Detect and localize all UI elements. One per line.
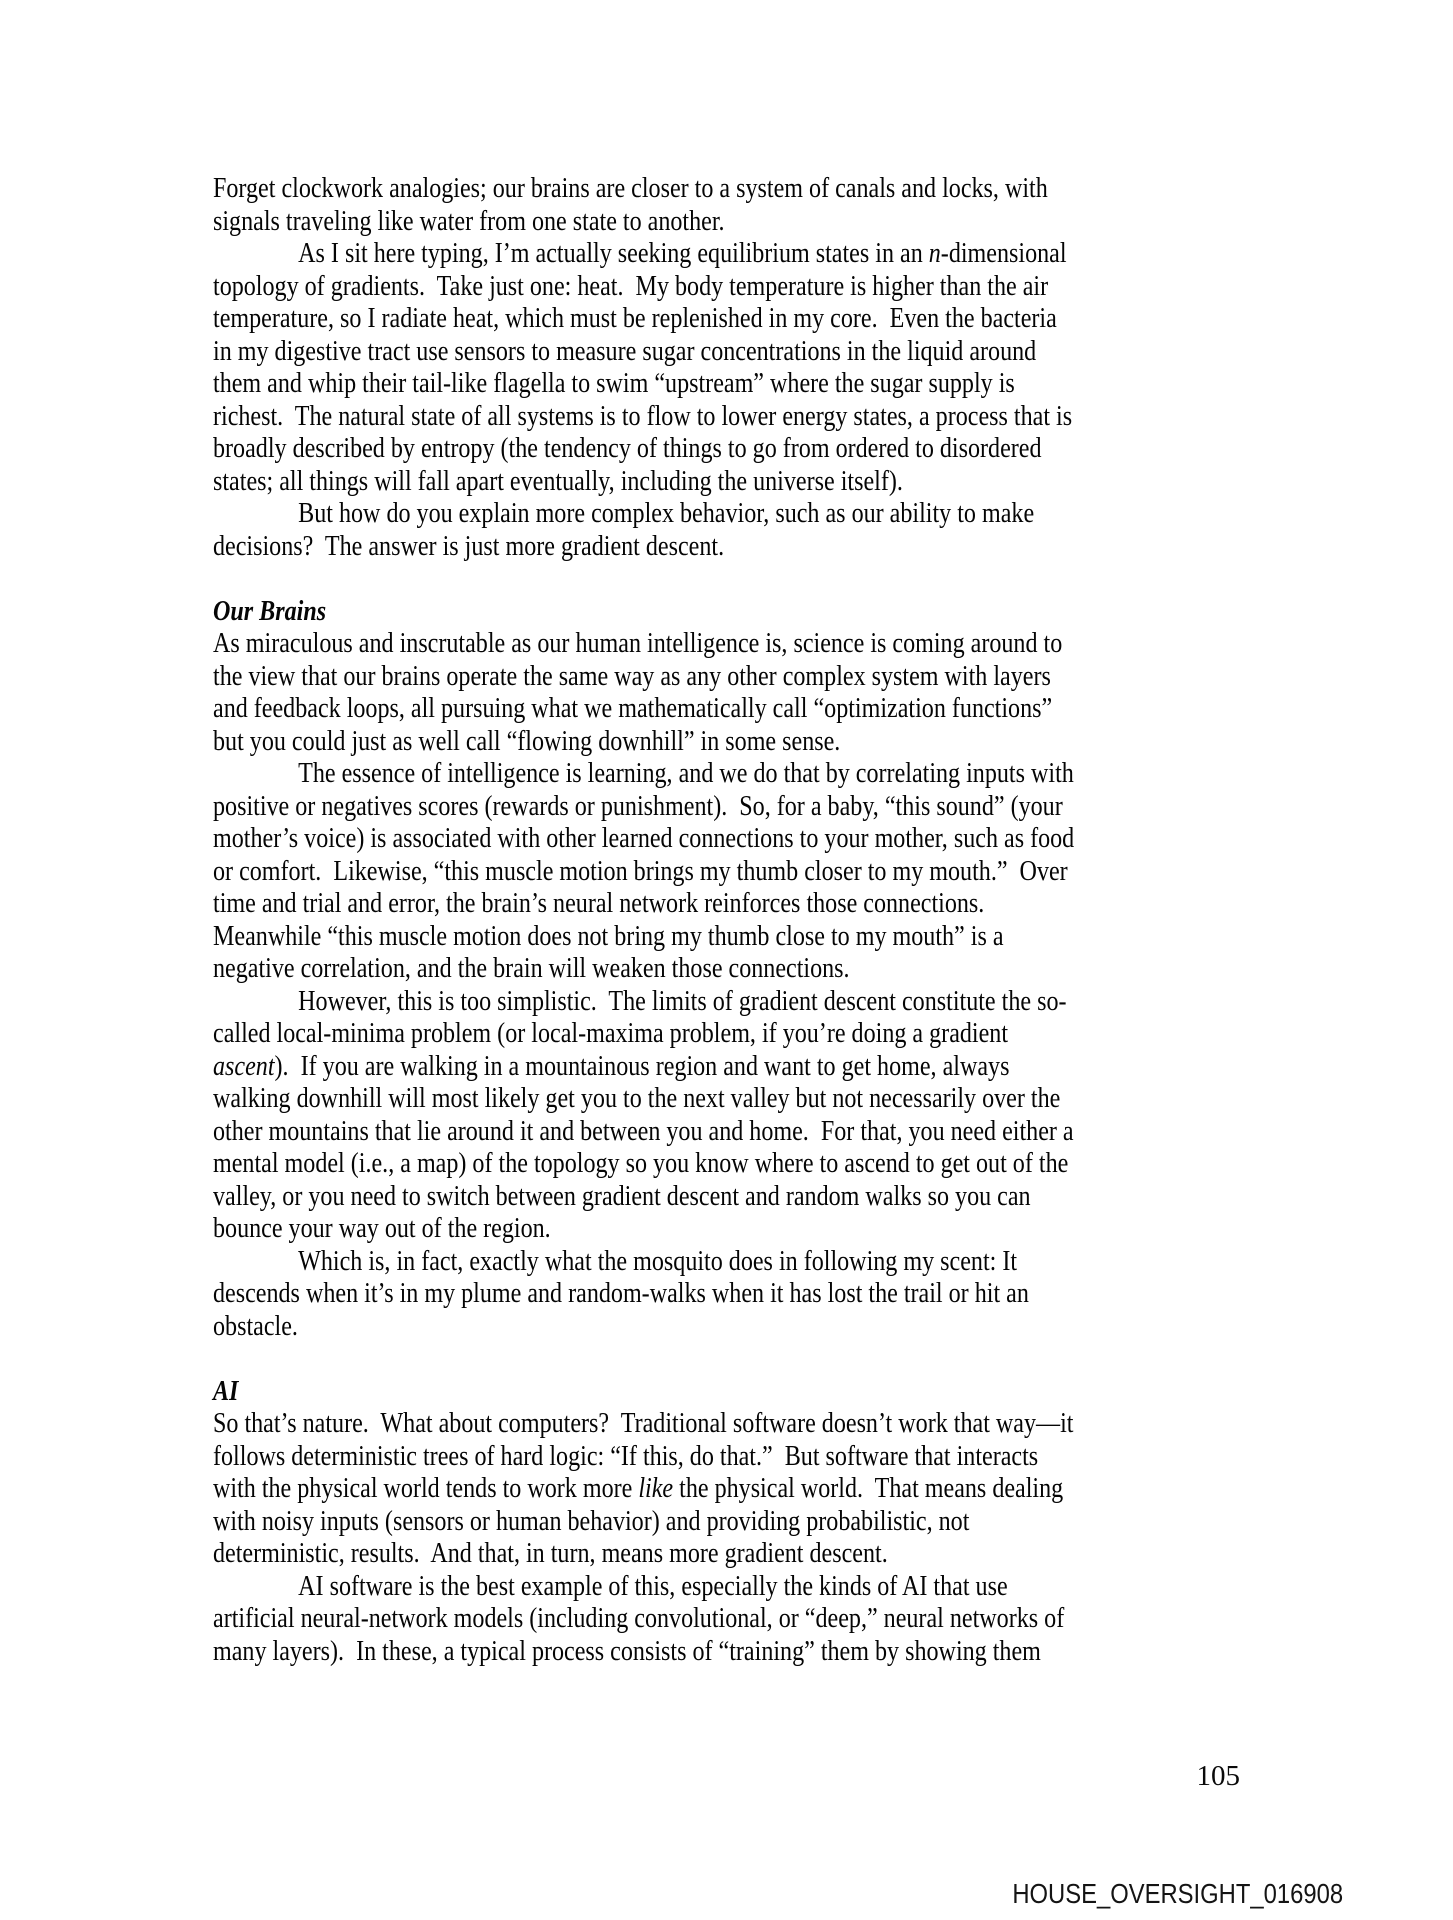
text-line: descends when it’s in my plume and random-walks when it has lost the trail or hit an (213, 1278, 1029, 1309)
text-line: follows deterministic trees of hard logic: “If this, do that.” But software that interacts (213, 1440, 1039, 1472)
text-line: mother’s voice) is associated with other learned connections to your mother, such as food (213, 823, 1075, 854)
text-line: Forget clockwork analogies; our brains are closer to a system of canals and locks, with (213, 173, 1048, 204)
text-line: with noisy inputs (sensors or human behavior) and providing probabilistic, not (213, 1505, 970, 1537)
text-line: But how do you explain more complex behavior, such as our ability to make (298, 498, 1035, 529)
bates-stamp: HOUSE_OVERSIGHT_016908 (1012, 1878, 1343, 1909)
text-line: ascent). If you are walking in a mountainous region and want to get home, always (213, 1050, 1010, 1082)
text-line: or comfort. Likewise, “this muscle motion brings my thumb closer to my mouth.” Over (213, 855, 1068, 887)
page-number: 105 (1196, 1760, 1240, 1792)
text-line: negative correlation, and the brain will weaken those connections. (213, 953, 850, 984)
text-line: states; all things will fall apart eventually, including the universe itself). (213, 465, 903, 497)
text-line: bounce your way out of the region. (213, 1213, 551, 1244)
text-line: but you could just as well call “flowing downhill” in some sense. (213, 725, 841, 757)
text-line: richest. The natural state of all systems is to flow to lower energy states, a process that is (213, 400, 1073, 432)
text-line: Which is, in fact, exactly what the mosquito does in following my scent: It (298, 1245, 1018, 1277)
text-line: in my digestive tract use sensors to measure sugar concentrations in the liquid around (213, 335, 1037, 367)
text-line: decisions? The answer is just more gradient descent. (213, 530, 725, 562)
text-line: mental model (i.e., a map) of the topology so you know where to ascend to get out of the (213, 1148, 1069, 1179)
text-line: valley, or you need to switch between gradient descent and random walks so you can (213, 1180, 1031, 1212)
text-line: with the physical world tends to work more like the physical world. That means dealing (213, 1473, 1064, 1504)
text-line (213, 1343, 1074, 1376)
section-heading: AI (213, 1375, 239, 1407)
text-line: As I sit here typing, I’m actually seeking equilibrium states in an n-dimensional (298, 238, 1067, 269)
text-line: However, this is too simplistic. The limits of gradient descent constitute the so- (298, 985, 1067, 1017)
text-line: broadly described by entropy (the tendency of things to go from ordered to disordered (213, 433, 1042, 464)
text-line: time and trial and error, the brain’s neural network reinforces those connections. (213, 888, 985, 919)
text-line: the view that our brains operate the same way as any other complex system with layers (213, 660, 1051, 692)
text-line: So that’s nature. What about computers? Traditional software doesn’t work that way—it (213, 1408, 1074, 1439)
text-line: As miraculous and inscrutable as our human intelligence is, science is coming around to (213, 628, 1063, 659)
text-line: obstacle. (213, 1310, 298, 1342)
text-line: Meanwhile “this muscle motion does not bring my thumb close to my mouth” is a (213, 920, 1004, 952)
text-line: called local-minima problem (or local-maxima problem, if you’re doing a gradient (213, 1018, 1009, 1049)
text-line: deterministic, results. And that, in turn, means more gradient descent. (213, 1538, 888, 1569)
text-line: artificial neural-network models (including convolutional, or “deep,” neural networks of (213, 1603, 1065, 1634)
text-line: positive or negatives scores (rewards or punishment). So, for a baby, “this sound” (your (213, 790, 1063, 822)
text-line: walking downhill will most likely get you to the next valley but not necessarily over the (213, 1083, 1061, 1114)
text-line: many layers). In these, a typical process consists of “training” them by showing them (213, 1635, 1041, 1667)
document-text (213, 173, 1214, 1668)
text-line: The essence of intelligence is learning, and we do that by correlating inputs with (298, 758, 1074, 789)
text-line (213, 563, 1074, 596)
text-line: other mountains that lie around it and between you and home. For that, you need either a (213, 1115, 1074, 1147)
text-line: and feedback loops, all pursuing what we mathematically call “optimization functions” (213, 693, 1053, 724)
text-line: temperature, so I radiate heat, which must be replenished in my core. Even the bacteria (213, 303, 1057, 334)
text-line: signals traveling like water from one state to another. (213, 205, 725, 237)
text-line: topology of gradients. Take just one: heat. My body temperature is higher than the air (213, 270, 1049, 302)
text-line: them and whip their tail-like flagella to swim “upstream” where the sugar supply is (213, 368, 1015, 399)
text-line: AI software is the best example of this, especially the kinds of AI that use (298, 1570, 1008, 1602)
section-heading: Our Brains (213, 595, 327, 627)
